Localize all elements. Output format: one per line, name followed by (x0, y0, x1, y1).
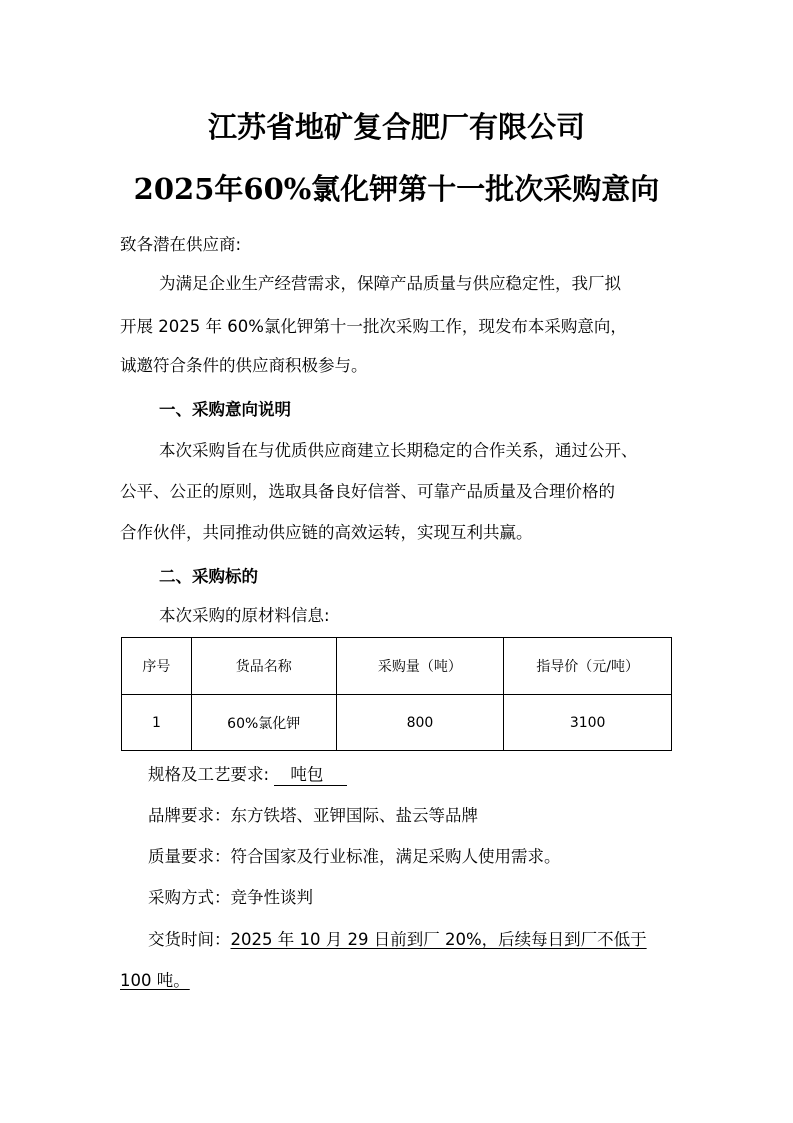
table-intro: 本次采购的原材料信息: (159, 606, 330, 625)
table-cell: 1 (122, 695, 192, 751)
intro-line-1: 为满足企业生产经营需求，保障产品质量与供应稳定性，我厂拟 (159, 274, 621, 293)
section1-line-2: 公平、公正的原则，选取具备良好信誉、可靠产品质量及合理价格的 (120, 482, 615, 501)
procurement-method: 采购方式：竞争性谈判 (148, 888, 313, 907)
table-header-cell: 序号 (122, 638, 192, 695)
quality-requirement: 质量要求：符合国家及行业标准，满足采购人使用需求。 (148, 847, 561, 866)
section1-line-1: 本次采购旨在与优质供应商建立长期稳定的合作关系，通过公开、 (159, 441, 638, 460)
document-title-subject: 2025年60%氯化钾第十一批次采购意向 (133, 172, 660, 206)
table-header-cell: 采购量（吨） (336, 638, 504, 695)
spec-value: 吨包 (274, 765, 347, 786)
salutation: 致各潜在供应商: (120, 235, 242, 254)
spec-requirement (148, 764, 347, 786)
table-cell: 3100 (504, 695, 672, 751)
document-title-company: 江苏省地矿复合肥厂有限公司 (207, 110, 585, 144)
delivery-value-line-2: 100 吨。 (120, 971, 190, 990)
section1-heading: 一、采购意向说明 (159, 400, 291, 419)
table-header-cell: 货品名称 (191, 638, 336, 695)
table-header-cell: 指导价（元/吨） (504, 638, 672, 695)
brand-requirement: 品牌要求：东方铁塔、亚钾国际、盐云等品牌 (148, 806, 478, 825)
spec-label: 规格及工艺要求: (148, 765, 270, 784)
table-row (122, 695, 672, 751)
delivery-value-line-1: 2025 年 10 月 29 日前到厂 20%，后续每日到厂不低于 (230, 930, 647, 949)
materials-table (121, 637, 672, 751)
table-header-row (122, 638, 672, 695)
section1-line-3: 合作伙伴，共同推动供应链的高效运转，实现互利共赢。 (120, 523, 533, 542)
table-cell: 800 (336, 695, 504, 751)
delivery-label: 交货时间： (148, 930, 231, 949)
intro-line-2: 开展 2025 年 60%氯化钾第十一批次采购工作，现发布本采购意向， (120, 317, 627, 336)
section2-heading: 二、采购标的 (159, 567, 258, 586)
delivery-time (148, 929, 647, 951)
intro-line-3: 诚邀符合条件的供应商积极参与。 (120, 356, 368, 375)
table-cell: 60%氯化钾 (191, 695, 336, 751)
